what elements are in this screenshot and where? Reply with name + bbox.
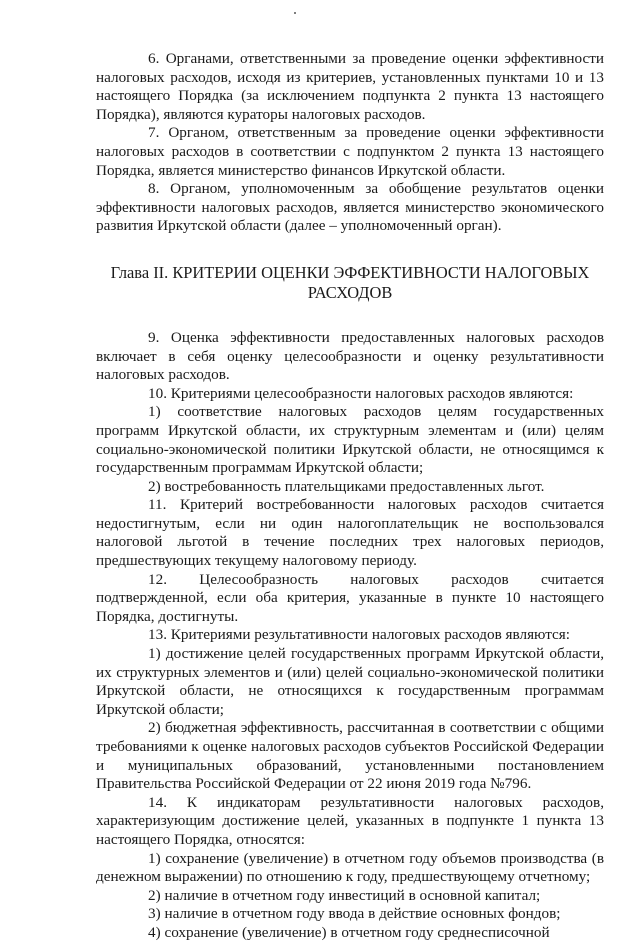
scan-speck [294,12,296,14]
paragraph-14-item-1: 1) сохранение (увеличение) в отчетном году объемов производства (в денежном выражении) по отношению к году, предшествующему отчетному; [96,849,604,886]
chapter-heading: Глава II. КРИТЕРИИ ОЦЕНКИ ЭФФЕКТИВНОСТИ НАЛОГОВЫХ РАСХОДОВ [110,262,590,302]
paragraph-14-item-4: 4) сохранение (увеличение) в отчетном году среднесписочной [148,923,550,941]
paragraph-13: 13. Критериями результативности налоговых расходов являются: [148,626,570,644]
paragraph-7: 7. Органом, ответственным за проведение оценки эффективности налоговых расходов в соответствии с подпунктом 2 пункта 13 настоящего Порядка, является министерство финансов Иркутской области. [96,124,604,179]
paragraph-11: 11. Критерий востребованности налоговых расходов считается недостигнутым, если ни один налогоплательщик не воспользовался налоговой льготой в течение последних трех налоговых периодов, предшествующих текущему налоговому периоду. [96,496,604,570]
paragraph-12: 12. Целесообразность налоговых расходов считается подтвержденной, если оба критерия, указанные в пункте 10 настоящего Порядка, достигнуты. [96,570,604,625]
document-body [96,50,604,943]
paragraph-13-item-2: 2) бюджетная эффективность, рассчитанная в соответствии с общими требованиями к оценке налоговых расходов субъектов Российской Федерации и муниципальных образований, установленными постановлением Правительства Российской Федерации от 22 июня 2019 года №796. [96,719,604,793]
paragraph-8: 8. Органом, уполномоченным за обобщение результатов оценки эффективности налоговых расходов, является министерство экономического развития Иркутской области (далее – уполномоченный орган). [96,180,604,235]
paragraph-14-item-3: 3) наличие в отчетном году ввода в действие основных фондов; [148,905,561,923]
paragraph-6: 6. Органами, ответственными за проведение оценки эффективности налоговых расходов, исходя из критериев, установленных пунктами 10 и 13 настоящего Порядка (за исключением подпункта 2 пункта 13 настоящего Порядка), являются кураторы налоговых расходов. [96,50,604,123]
paragraph-10: 10. Критериями целесообразности налоговых расходов являются: [148,384,574,402]
paragraph-14-item-2: 2) наличие в отчетном году инвестиций в основной капитал; [148,886,541,904]
paragraph-10-item-1: 1) соответствие налоговых расходов целям государственных программ Иркутской области, их структурным элементам и (или) целям социально-экономической политики Иркутской области, не относящимся к государственным программам Иркутской области; [96,403,604,477]
paragraph-13-item-1: 1) достижение целей государственных программ Иркутской области, их структурных элементов и (или) целей социально-экономической политики Иркутской области, не относящихся к государственным программам Иркутской области; [96,645,604,718]
paragraph-14: 14. К индикаторам результативности налоговых расходов, характеризующим достижение целей, указанных в подпункте 1 пункта 13 настоящего Порядка, относятся: [96,793,604,848]
paragraph-10-item-2: 2) востребованность плательщиками предоставленных льгот. [148,477,545,495]
paragraph-9: 9. Оценка эффективности предоставленных налоговых расходов включает в себя оценку целесообразности и оценку результативности налоговых расходов. [96,328,604,384]
